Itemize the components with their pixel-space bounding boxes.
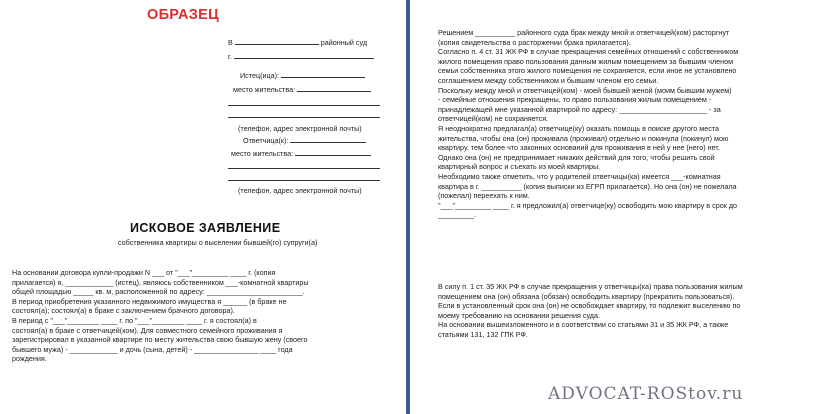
contacts-label-1: (телефон, адрес электронной почты) (238, 124, 362, 133)
residence-label-2: место жительства: (231, 149, 294, 158)
residence-blank-1 (297, 85, 371, 92)
court-suffix: районный суд (320, 38, 368, 47)
document-subtitle: собственника квартиры о выселении бывшей(го) супруги(а) (118, 238, 318, 247)
left-page (0, 0, 406, 414)
paragraph: Необходимо также отметить, что у родителей ответчицы(ка) имеется ___-комнатная квартира в г. __________ (копия выписки из ЕГРП прилагается). Но она (он) не пожелала (пожелал) переехать к ним. (438, 171, 737, 201)
right-body-top (438, 28, 790, 220)
city-blank (234, 52, 374, 59)
blank-line-3 (228, 162, 380, 171)
blank-line-4 (228, 174, 380, 183)
residence-label-1: место жительства: (233, 85, 296, 94)
city-prefix: г. (228, 52, 232, 61)
paragraph: Однако она (он) не предпринимает никаких действий для того, чтобы решить свой квартирный вопрос и съехать из моей квартиры. (438, 152, 715, 172)
sample-label: ОБРАЗЕЦ (147, 7, 220, 23)
paragraph: В силу п. 1 ст. 35 ЖК РФ в случае прекращения у ответчицы(ка) права пользования жилым помещением она (он) обязана (обязан) освободить квартиру (прекратить пользоваться). (438, 282, 743, 301)
contacts-label-2: (телефон, адрес электронной почты) (238, 186, 362, 195)
court-prefix: В (228, 38, 233, 47)
residence-line-2 (231, 149, 371, 158)
paragraph: Поскольку между мной и ответчицей(ком) - моей бывшей женой (моим бывшим мужем) - семейные отношения прекращены, то право пользования жилым помещением - принадлежащей мне указанной квартирой по адресу: ______________________ - за ответчицей(ком) не сохраняется. (438, 85, 732, 124)
blank-line-1 (228, 99, 380, 108)
city-line (228, 52, 374, 61)
court-line (228, 38, 367, 47)
paragraph: На основании договора купли-продажи N ___ от "___"_________ ____ г. (копия прилагается) я, ____________ (истец), являюсь собственником ___-комнатной квартиры общей площадью _____ кв. м, расположенной по адресу: ________________________. (12, 268, 309, 297)
defendant-line (243, 136, 366, 145)
residence-line-1 (233, 85, 371, 94)
paragraph: На основании вышеизложенного и в соответствии со статьями 31 и 35 ЖК РФ, а также статьями 131, 132 ГПК РФ. (438, 320, 729, 339)
right-body-bottom (438, 282, 790, 340)
plaintiff-label: Истец(ица): (240, 71, 279, 80)
defendant-blank (290, 136, 366, 143)
plaintiff-line (240, 71, 365, 80)
court-blank (235, 38, 319, 45)
paragraph: Решением __________ районного суда брак между мной и ответчицей(ком) расторгнут (копия свидетельства о расторжении брака прилагается). (438, 28, 730, 47)
left-body (12, 268, 360, 364)
blank-line-2 (228, 111, 380, 120)
plaintiff-blank (281, 71, 365, 78)
right-page (410, 0, 814, 414)
document-title: ИСКОВОЕ ЗАЯВЛЕНИЕ (130, 221, 281, 235)
residence-blank-2 (295, 149, 371, 156)
paragraph: Я неоднократно предлагал(а) ответчице(ку) оказать помощь в поиске другого места жительства, чтобы она (он) проживала (проживал) отдельно и покинула (покинул) мою квартиру, тем более что законных оснований для проживания в ней у нее (него) нет. (438, 123, 729, 153)
paragraph: Согласно п. 4 ст. 31 ЖК РФ в случае прекращения семейных отношений с собственником жилого помещения право пользования данным жилым помещением за бывшим членом семьи собственника этого жилого помещения не сохраняется, если иное не установлено соглашением между собственником и бывшим членом его семьи. (438, 47, 739, 85)
paragraph: Если в установленный срок она (он) не освобождает квартиру, то подлежит выселению по моему требованию на основании решения суда. (438, 301, 741, 320)
site-watermark: ADVOCAT-ROStov.ru (548, 384, 744, 404)
paragraph: В период приобретения указанного недвижимого имущества я ______ (в браке не состоял(а); состоял(а) в браке с заключением брачного договора). (12, 296, 287, 316)
paragraph: В период с "___"________ ____ г. по "___"________ ____ г. я состоял(а) в состоял(а) в браке с ответчицей(ком). Для совместного семейного проживания я зарегистрировал в указанной квартире по месту жительства свою бывшую жену (своего бывшего мужа) - ____________ и дочь (сына, детей) - ________________ ____ года рождения. (12, 315, 308, 364)
defendant-label: Ответчица(к): (243, 136, 289, 145)
paragraph: "___"_________ ____ г. я предложил(а) ответчице(ку) освободить мою квартиру в срок до _________. (438, 200, 738, 220)
